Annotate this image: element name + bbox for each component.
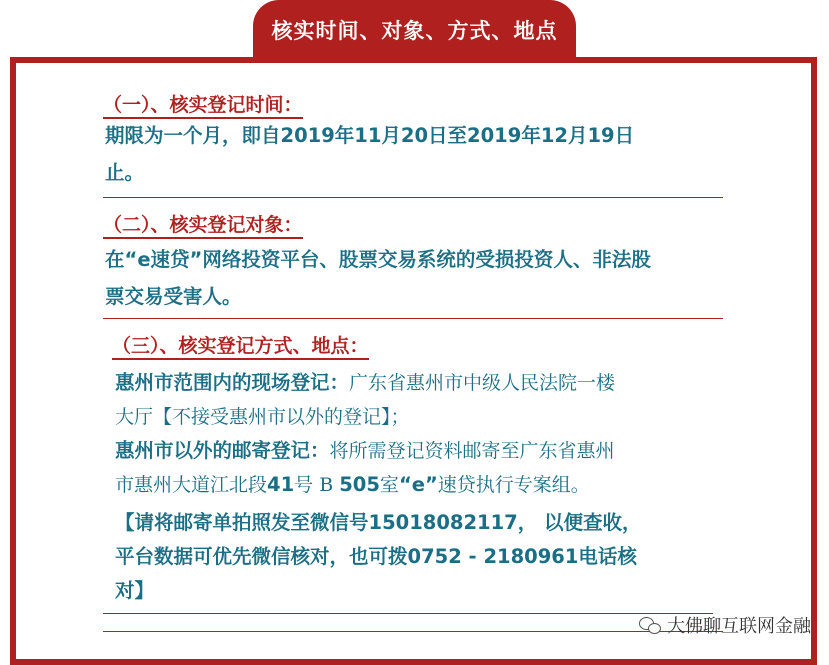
onsite-label: 惠州市范围内的现场登记：	[115, 371, 350, 394]
mail-number-2: 505	[339, 473, 380, 496]
divider-1	[103, 197, 723, 198]
section-2-line-2: 票交易受害人。	[105, 285, 242, 308]
note-line-1: 【请将邮寄单拍照发至微信号15018082117， 以便查收，	[115, 511, 642, 534]
onsite-line-2	[115, 398, 410, 436]
section-3-title: （三）、核实登记方式、地点：	[112, 334, 369, 360]
mail-quote: “e”	[398, 473, 438, 496]
mail-text-2c: 室	[379, 474, 399, 496]
mail-line-2	[115, 466, 590, 504]
divider-2	[103, 318, 723, 319]
onsite-text-2: 大厅【不接受惠州市以外的登记】；	[115, 406, 410, 428]
note-line-3: 对】	[115, 579, 155, 602]
mail-text-2a: 市惠州大道江北段	[115, 474, 268, 496]
mail-label: 惠州市以外的邮寄登记：	[115, 439, 330, 462]
mail-line-1	[115, 432, 615, 470]
watermark	[639, 612, 811, 638]
header-banner	[253, 0, 576, 60]
mail-text-2b: 号 B	[294, 474, 340, 496]
section-2-title: （二）、核实登记对象：	[103, 213, 303, 239]
wechat-icon	[639, 616, 661, 634]
section-1-line-1: 期限为一个月，即自2019年11月20日至2019年12月19日	[105, 124, 635, 147]
onsite-line-1	[115, 364, 615, 402]
note-line-2: 平台数据可优先微信核对，也可拨0752 - 2180961电话核	[115, 545, 637, 568]
divider-4	[103, 631, 723, 632]
mail-text-1: 将所需登记资料邮寄至广东省惠州	[329, 440, 615, 462]
section-1-line-2: 止。	[105, 161, 145, 184]
onsite-text-1: 广东省惠州市中级人民法院一楼	[349, 372, 616, 394]
section-2-line-1: 在“e速贷”网络投资平台、股票交易系统的受损投资人、非法股	[105, 248, 651, 271]
watermark-text: 大佛聊互联网金融	[667, 616, 811, 637]
section-1-title: （一）、核实登记时间：	[103, 93, 303, 119]
divider-3	[103, 613, 713, 614]
mail-text-2d: 速贷执行专案组。	[437, 474, 590, 496]
mail-number-1: 41	[267, 473, 295, 496]
page-title: 核实时间、对象、方式、地点	[271, 19, 558, 43]
